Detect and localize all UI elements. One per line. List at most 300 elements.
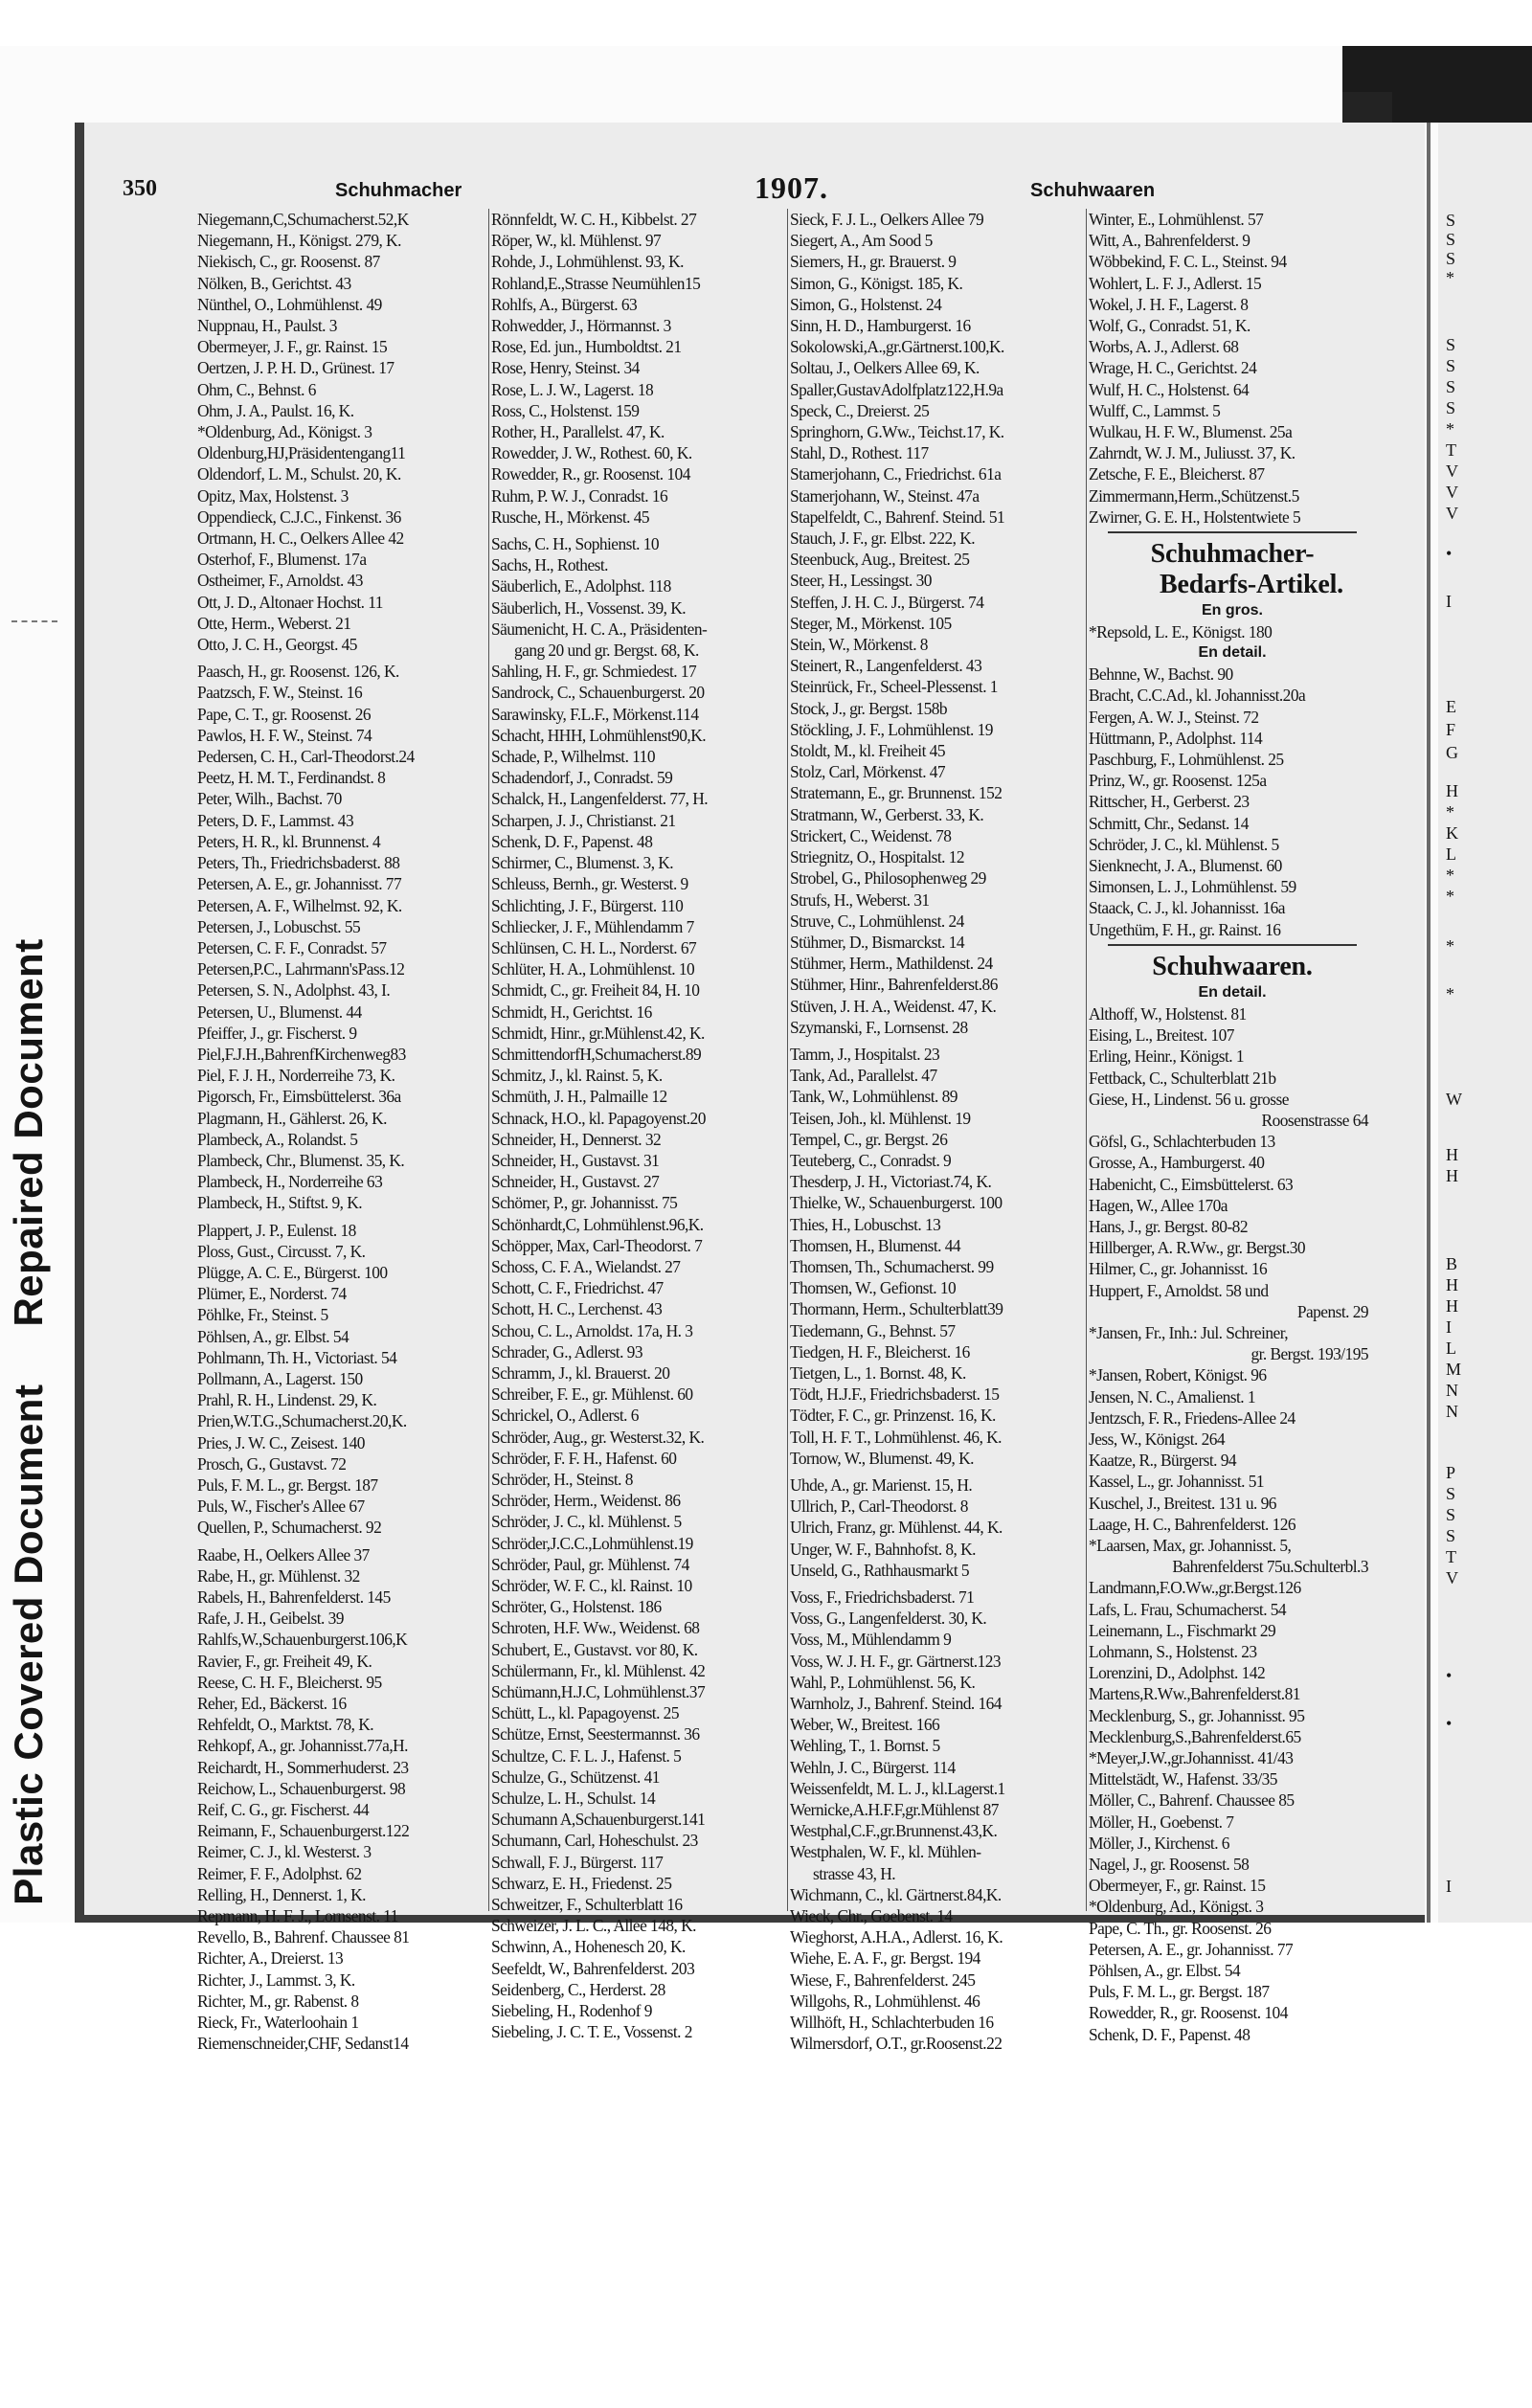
directory-entry: Petersen, A. E., gr. Johannisst. 77 [197, 874, 402, 894]
directory-entry: Richter, J., Lammst. 3, K. [197, 1969, 355, 1990]
directory-entry: Stüven, J. H. A., Weidenst. 47, K. [790, 996, 997, 1016]
directory-entry: Schultze, C. F. L. J., Hafenst. 5 [491, 1745, 682, 1766]
directory-entry: Winter, E., Lohmühlenst. 57 [1089, 210, 1264, 229]
directory-entry: Tiedemann, G., Behnst. 57 [790, 1320, 956, 1340]
column-2 [491, 209, 784, 2042]
directory-entry: Unseld, G., Rathhausmarkt 5 [790, 1560, 970, 1580]
column-rule [1086, 209, 1087, 1911]
directory-entry: Zimmermann,Herm.,Schützenst.5 [1089, 485, 1299, 506]
directory-entry: Plambeck, Chr., Blumenst. 35, K. [197, 1150, 405, 1170]
facing-page-letter: L [1446, 844, 1456, 864]
directory-entry: Rohwedder, J., Hörmannst. 3 [491, 316, 671, 336]
directory-entry: Ungethüm, F. H., gr. Rainst. 16 [1089, 919, 1281, 939]
directory-entry: Unger, W. F., Bahnhofst. 8, K. [790, 1539, 976, 1559]
directory-entry: Oppendieck, C.J.C., Finkenst. 36 [197, 506, 401, 527]
facing-page-letter: W [1446, 1090, 1462, 1109]
directory-entry: Lorenzini, D., Adolphst. 142 [1089, 1663, 1266, 1683]
directory-entry: Sieck, F. J. L., Oelkers Allee 79 [790, 210, 984, 229]
directory-entry: *Meyer,J.W.,gr.Johannisst. 41/43 [1089, 1748, 1294, 1767]
directory-entry: Laage, H. C., Bahrenfelderst. 126 [1089, 1514, 1296, 1534]
directory-entry: Thomsen, W., Gefionst. 10 [790, 1278, 957, 1298]
facing-page-letter: S [1446, 1526, 1456, 1545]
directory-entry: Strickert, C., Weidenst. 78 [790, 825, 952, 845]
directory-entry: Kuschel, J., Breitest. 131 u. 96 [1089, 1493, 1276, 1513]
directory-entry: Schoss, C. F. A., Wielandst. 27 [491, 1256, 681, 1276]
directory-entry: *Laarsen, Max, gr. Johannisst. 5, [1089, 1535, 1292, 1555]
directory-entry: Schweitzer, F., Schulterblatt 16 [491, 1895, 683, 1915]
facing-page-letter: N [1446, 1402, 1458, 1421]
directory-entry: Wiese, F., Bahrenfelderst. 245 [790, 1969, 976, 1990]
directory-entry: *Oldenburg, Ad., Königst. 3 [197, 422, 372, 442]
directory-entry: Stauch, J. F., gr. Elbst. 222, K. [790, 529, 976, 549]
schuhwaaren-entries [1089, 1003, 1376, 2045]
directory-entry: Prien,W.T.G.,Schumacherst.20,K. [197, 1411, 407, 1431]
directory-entry: Plügge, A. C. E., Bürgerst. 100 [197, 1262, 388, 1282]
directory-entry: Peter, Wilh., Bachst. 70 [197, 789, 342, 809]
directory-entry: Wehln, J. C., Bürgerst. 114 [790, 1757, 956, 1777]
directory-entry: Thesderp, J. H., Victoriast.74, K. [790, 1172, 992, 1192]
directory-entry: Huppert, F., Arnoldst. 58 und [1089, 1280, 1269, 1300]
directory-entry: Westphalen, W. F., kl. Mühlen- [790, 1842, 981, 1862]
directory-entry: Göfsl, G., Schlachterbuden 13 [1089, 1132, 1275, 1152]
directory-entry: Riemenschneider,CHF, Sedanst14 [197, 2034, 409, 2054]
directory-entry: Siebeling, H., Rodenhof 9 [491, 2001, 652, 2021]
directory-entry: Schmitt, Chr., Sedanst. 14 [1089, 813, 1249, 833]
facing-page-letter: S [1446, 211, 1456, 230]
directory-entry: Schütt, L., kl. Papagoyenst. 25 [491, 1703, 679, 1723]
directory-entry: Ruhm, P. W. J., Conradst. 16 [491, 485, 668, 506]
directory-entry: Schmidt, C., gr. Freiheit 84, H. 10 [491, 980, 700, 1001]
directory-entry: Wulf, H. C., Holstenst. 64 [1089, 379, 1250, 399]
directory-entry: Stratmann, W., Gerberst. 33, K. [790, 804, 984, 824]
directory-entry: Petersen, A. E., gr. Johannisst. 77 [1089, 1939, 1294, 1959]
directory-entry: Reimann, F., Schauenburgerst.122 [197, 1821, 410, 1841]
directory-entry: Steenbuck, Aug., Breitest. 25 [790, 550, 970, 570]
directory-entry: Rafe, J. H., Geibelst. 39 [197, 1609, 344, 1629]
directory-entry: Thomsen, Th., Schumacherst. 99 [790, 1256, 994, 1276]
directory-entry: Prinz, W., gr. Roosenst. 125a [1089, 771, 1267, 791]
directory-entry: Rowedder, J. W., Rothest. 60, K. [491, 443, 692, 463]
directory-entry: Struve, C., Lohmühlenst. 24 [790, 911, 964, 931]
directory-entry: Ulrich, Franz, gr. Mühlenst. 44, K. [790, 1518, 1003, 1538]
facing-page-letter: * [1446, 866, 1454, 885]
facing-page-letter: V [1446, 483, 1458, 502]
directory-entry: *Oldenburg, Ad., Königst. 3 [1089, 1897, 1264, 1917]
directory-entry: Schmidt, H., Gerichtst. 16 [491, 1001, 652, 1022]
directory-entry: Oldenburg,HJ,Präsidentengang11 [197, 443, 406, 463]
directory-entry: Niegemann, H., Königst. 279, K. [197, 231, 401, 251]
directory-entry: Reimer, F. F., Adolphst. 62 [197, 1863, 362, 1883]
directory-entry: Schnack, H.O., kl. Papagoyenst.20 [491, 1108, 706, 1128]
directory-entry: Schwarz, E. H., Friedenst. 25 [491, 1873, 672, 1893]
directory-entry: Wichmann, C., kl. Gärtnerst.84,K. [790, 1884, 1002, 1904]
directory-entry: Habenicht, C., Eimsbüttelerst. 63 [1089, 1174, 1294, 1194]
directory-entry: Piel,F.J.H.,BahrenfKirchenweg83 [197, 1044, 406, 1064]
directory-entry: Warnholz, J., Bahrenf. Steind. 164 [790, 1694, 1002, 1714]
directory-entry: Otte, Herm., Weberst. 21 [197, 613, 351, 633]
directory-entry: Stühmer, D., Bismarckst. 14 [790, 932, 965, 952]
facing-page-letter: I [1446, 1317, 1452, 1337]
section-title-schuhwaaren: Schuhwaaren. [1152, 951, 1313, 981]
section-title-bedarf-1: Schuhmacher- [1150, 539, 1315, 570]
directory-entry: Eising, L., Breitest. 107 [1089, 1025, 1234, 1046]
directory-entry: Pöhlsen, A., gr. Elbst. 54 [1089, 1961, 1241, 1981]
directory-entry: Plappert, J. P., Eulenst. 18 [197, 1220, 356, 1240]
directory-entry: Reese, C. H. F., Bleicherst. 95 [197, 1672, 382, 1692]
directory-entry: Schenk, D. F., Papenst. 48 [1089, 2024, 1250, 2044]
directory-entry: Ravier, F., gr. Freiheit 49, K. [197, 1651, 372, 1671]
directory-entry: Reichow, L., Schauenburgerst. 98 [197, 1778, 406, 1798]
directory-entry: Paatzsch, F. W., Steinst. 16 [197, 683, 363, 703]
section-rule [1108, 944, 1357, 946]
directory-entry: Martens,R.Ww.,Bahrenfelderst.81 [1089, 1684, 1300, 1704]
directory-entry: Stolz, Carl, Mörkenst. 47 [790, 762, 946, 782]
directory-entry: Prosch, G., Gustavst. 72 [197, 1453, 347, 1474]
directory-entry: Schacht, HHH, Lohmühlenst90,K. [491, 725, 707, 745]
directory-entry: Schröder,J.C.C.,Lohmühlenst.19 [491, 1533, 693, 1553]
subheading-schuhwaaren-detail: En detail. [1198, 983, 1267, 1001]
directory-entry: Szymanski, F., Lornsenst. 28 [790, 1017, 968, 1037]
directory-entry: Thormann, Herm., Schulterblatt39 [790, 1299, 1003, 1319]
directory-entry: Seidenberg, C., Herderst. 28 [491, 1979, 665, 1999]
directory-entry: Uhde, A., gr. Marienst. 15, H. [790, 1474, 973, 1495]
column-4 [1089, 209, 1376, 2044]
directory-entry: Plambeck, H., Stiftst. 9, K. [197, 1193, 363, 1213]
directory-entry: Siebeling, J. C. T. E., Vossenst. 2 [491, 2022, 692, 2042]
directory-entry: Schubert, E., Gustavst. vor 80, K. [491, 1639, 698, 1659]
directory-entry: Stapelfeldt, C., Bahrenf. Steind. 51 [790, 506, 1005, 527]
directory-entry: Richter, M., gr. Rabenst. 8 [197, 1991, 359, 2011]
directory-entry: Peetz, H. M. T., Ferdinandst. 8 [197, 768, 386, 788]
directory-entry: Stamerjohann, W., Steinst. 47a [790, 485, 980, 506]
directory-entry: Schümann,H.J.C, Lohmühlenst.37 [491, 1682, 706, 1702]
directory-entry: Plambeck, H., Norderreihe 63 [197, 1172, 383, 1192]
directory-entry: Schönhardt,C, Lohmühlenst.96,K. [491, 1214, 704, 1234]
directory-entry: Schmitz, J., kl. Rainst. 5, K. [491, 1066, 663, 1086]
directory-entry: Sokolowski,A.,gr.Gärtnerst.100,K. [790, 337, 1004, 357]
directory-entry: Obermeyer, F., gr. Rainst. 15 [1089, 1876, 1266, 1896]
directory-entry: Schadendorf, J., Conradst. 59 [491, 768, 673, 788]
column-4-entries [1089, 209, 1376, 528]
directory-entry: Niegemann,C,Schumacherst.52,K [197, 210, 409, 229]
directory-entry: Willhöft, H., Schlachterbuden 16 [790, 2013, 994, 2033]
directory-entry: Wulff, C., Lammst. 5 [1089, 400, 1221, 420]
directory-entry: Säuberlich, H., Vossenst. 39, K. [491, 597, 687, 618]
directory-entry: Tödter, F. C., gr. Prinzenst. 16, K. [790, 1406, 996, 1426]
directory-entry: Rother, H., Parallelst. 47, K. [491, 422, 665, 442]
directory-entry: Rieck, Fr., Waterloohain 1 [197, 2013, 359, 2033]
directory-entry: Schrader, G., Adlerst. 93 [491, 1341, 642, 1362]
directory-entry: Rohde, J., Lohmühlenst. 93, K. [491, 252, 684, 272]
directory-entry: Schliecker, J. F., Mühlendamm 7 [491, 916, 694, 936]
subheading-en-gros: En gros. [1201, 602, 1263, 619]
facing-page-letter: S [1446, 377, 1456, 396]
directory-entry: Stratemann, E., gr. Brunnenst. 152 [790, 783, 1003, 803]
directory-entry: Hilmer, C., gr. Johannisst. 16 [1089, 1259, 1268, 1279]
directory-entry: Soltau, J., Oelkers Allee 69, K. [790, 358, 980, 378]
directory-entry: Voss, W. J. H. F., gr. Gärtnerst.123 [790, 1651, 1002, 1671]
directory-entry: Piel, F. J. H., Norderreihe 73, K. [197, 1066, 395, 1086]
facing-page-letter: H [1446, 1166, 1458, 1185]
directory-entry: Schmidt, Hinr., gr.Mühlenst.42, K. [491, 1023, 705, 1043]
directory-entry: Sachs, H., Rothest. [491, 555, 608, 575]
facing-page-letter: G [1446, 743, 1458, 762]
facing-page-letter: H [1446, 1296, 1458, 1316]
column-3 [790, 209, 1083, 2054]
side-label-repaired: Repaired Document [6, 938, 51, 1327]
directory-entry: Pöhlke, Fr., Steinst. 5 [197, 1305, 328, 1325]
directory-entry: Pape, C. T., gr. Roosenst. 26 [197, 704, 371, 724]
directory-entry: Stühmer, Herm., Mathildenst. 24 [790, 954, 993, 974]
directory-entry: Schreiber, F. E., gr. Mühlenst. 60 [491, 1384, 693, 1405]
directory-entry: Rönnfeldt, W. C. H., Kibbelst. 27 [491, 210, 697, 229]
directory-entry: Thielke, W., Schauenburgerst. 100 [790, 1193, 1003, 1213]
directory-entry: Schröder, F. F. H., Hafenst. 60 [491, 1448, 677, 1468]
directory-entry: Möller, H., Goebenst. 7 [1089, 1812, 1234, 1832]
directory-entry: Ross, C., Holstenst. 159 [491, 400, 640, 420]
facing-page-letter: * [1446, 802, 1454, 821]
directory-entry: Pries, J. W. C., Zeisest. 140 [197, 1432, 365, 1452]
directory-entry: Sachs, C. H., Sophienst. 10 [491, 534, 660, 554]
directory-entry: Schmüth, J. H., Palmaille 12 [491, 1087, 667, 1107]
page-number: 350 [123, 176, 157, 201]
directory-entry: Wohlert, L. F. J., Adlerst. 15 [1089, 273, 1262, 293]
directory-entry: Niekisch, C., gr. Roosenst. 87 [197, 252, 380, 272]
directory-entry: Hüttmann, P., Adolphst. 114 [1089, 728, 1263, 748]
directory-entry: Rose, Ed. jun., Humboldtst. 21 [491, 337, 682, 357]
directory-entry: Scharpen, J. J., Christianst. 21 [491, 810, 676, 830]
directory-entry: Bracht, C.C.Ad., kl. Johannisst.20a [1089, 686, 1306, 706]
directory-entry: Revello, B., Bahrenf. Chaussee 81 [197, 1927, 410, 1947]
directory-entry: Raabe, H., Oelkers Allee 37 [197, 1544, 370, 1564]
directory-entry: Schenk, D. F., Papenst. 48 [491, 831, 653, 851]
directory-entry: Peters, Th., Friedrichsbaderst. 88 [197, 853, 400, 873]
running-head-left: Schuhmacher [335, 180, 462, 201]
directory-entry: Schröder, H., Steinst. 8 [491, 1469, 633, 1489]
directory-entry: Rehkopf, A., gr. Johannisst.77a,H. [197, 1736, 408, 1756]
directory-entry: Peters, H. R., kl. Brunnenst. 4 [197, 831, 381, 851]
directory-entry: Ortmann, H. C., Oelkers Allee 42 [197, 529, 404, 549]
directory-entry: Rusche, H., Mörkenst. 45 [491, 506, 650, 527]
directory-entry: Steinert, R., Langenfelderst. 43 [790, 656, 982, 676]
directory-entry: Wahl, P., Lohmühlenst. 56, K. [790, 1672, 976, 1692]
directory-entry: Rowedder, R., gr. Roosenst. 104 [1089, 2003, 1288, 2023]
directory-entry: Schülermann, Fr., kl. Mühlenst. 42 [491, 1660, 706, 1680]
directory-entry: Spaller,GustavAdolfplatz122,H.9a [790, 379, 1003, 399]
directory-entry: Ohm, C., Behnst. 6 [197, 379, 316, 399]
directory-entry: Plagmann, H., Gählerst. 26, K. [197, 1108, 387, 1128]
facing-page-letter: E [1446, 697, 1456, 716]
page-header [123, 170, 1386, 209]
directory-entry: Rose, L. J. W., Lagerst. 18 [491, 379, 654, 399]
directory-entry: Schalck, H., Langenfelderst. 77, H. [491, 789, 709, 809]
facing-page-letter: S [1446, 1505, 1456, 1524]
directory-entry: Willgohs, R., Lohmühlenst. 46 [790, 1991, 980, 2011]
facing-page-letter: • [1446, 1714, 1453, 1733]
directory-entry: Wulkau, H. F. W., Blumenst. 25a [1089, 422, 1293, 442]
facing-page-letter: V [1446, 504, 1458, 523]
directory-entry: Prahl, R. H., Lindenst. 29, K. [197, 1390, 377, 1410]
directory-entry: Rehfeldt, O., Marktst. 78, K. [197, 1715, 374, 1735]
facing-page-letter: T [1446, 1547, 1456, 1566]
directory-entry: Opitz, Max, Holstenst. 3 [197, 485, 349, 506]
directory-entry: Witt, A., Bahrenfelderst. 9 [1089, 231, 1250, 251]
directory-entry: Schneider, H., Dennerst. 32 [491, 1129, 662, 1149]
directory-entry: Rohland,E.,Strasse Neumühlen15 [491, 273, 701, 293]
directory-entry: Simon, G., Königst. 185, K. [790, 273, 963, 293]
directory-entry: Pohlmann, Th. H., Victoriast. 54 [197, 1347, 397, 1367]
directory-entry: Schöpper, Max, Carl-Theodorst. 7 [491, 1235, 703, 1255]
directory-entry: Säumenicht, H. C. A., Präsidenten- [491, 619, 708, 639]
directory-entry: Wernicke,A.H.F.F,gr.Mühlenst 87 [790, 1800, 999, 1820]
facing-page-letter: S [1446, 249, 1456, 268]
directory-entry: Tiedgen, H. F., Bleicherst. 16 [790, 1341, 970, 1362]
facing-page-letter: * [1446, 936, 1454, 956]
directory-entry: Tank, W., Lohmühlenst. 89 [790, 1087, 958, 1107]
directory-entry: Röper, W., kl. Mühlenst. 97 [491, 231, 662, 251]
directory-entry: Stock, J., gr. Bergst. 158b [790, 698, 948, 718]
year-heading: 1907. [755, 170, 828, 205]
directory-entry: Sandrock, C., Schauenburgerst. 20 [491, 683, 705, 703]
directory-entry: Steinrück, Fr., Scheel-Plessenst. 1 [790, 677, 998, 697]
directory-entry: Reif, C. G., gr. Fischerst. 44 [197, 1800, 370, 1820]
directory-entry: Schröder, J. C., kl. Mühlenst. 5 [1089, 834, 1279, 854]
column-1 [197, 209, 486, 2054]
directory-entry: *Jansen, Robert, Königst. 96 [1089, 1365, 1267, 1385]
directory-entry: Steffen, J. H. C. J., Bürgerst. 74 [790, 592, 984, 612]
directory-entry: Siemers, H., gr. Brauerst. 9 [790, 252, 957, 272]
directory-entry: Teuteberg, C., Conradst. 9 [790, 1150, 952, 1170]
directory-entry: Althoff, W., Holstenst. 81 [1089, 1003, 1247, 1024]
directory-entry: Pollmann, A., Lagerst. 150 [197, 1368, 363, 1388]
facing-page-letter: L [1446, 1339, 1456, 1358]
directory-entry: Rittscher, H., Gerberst. 23 [1089, 792, 1250, 812]
directory-entry: Petersen, U., Blumenst. 44 [197, 1001, 362, 1022]
directory-entry: Pigorsch, Fr., Eimsbüttelerst. 36a [197, 1087, 401, 1107]
facing-page-letter: V [1446, 461, 1458, 481]
directory-entry: Wilmersdorf, O.T., gr.Roosenst.22 [790, 2034, 1003, 2054]
directory-entry: Schröter, G., Holstenst. 186 [491, 1597, 662, 1617]
directory-entry: *Jansen, Fr., Inh.: Jul. Schreiner, [1089, 1322, 1289, 1342]
directory-entry: Ostheimer, F., Arnoldst. 43 [197, 571, 363, 591]
directory-entry: Schwall, F. J., Bürgerst. 117 [491, 1852, 664, 1872]
directory-entry: Rabe, H., gr. Mühlenst. 32 [197, 1565, 360, 1586]
directory-entry: Schweizer, J. L. C., Allee 148, K. [491, 1916, 696, 1936]
directory-entry: Plümer, E., Norderst. 74 [197, 1284, 347, 1304]
directory-entry: Pedersen, C. H., Carl-Theodorst.24 [197, 747, 415, 767]
directory-entry: Wieck, Chr., Goebenst. 14 [790, 1906, 953, 1926]
directory-entry: Petersen,P.C., Lahrmann'sPass.12 [197, 959, 405, 979]
directory-entry: Wöbbekind, F. C. L., Steinst. 94 [1089, 252, 1287, 272]
running-head-right: Schuhwaaren [1030, 180, 1156, 201]
directory-entry: Schlüter, H. A., Lohmühlenst. 10 [491, 959, 695, 979]
directory-entry: Petersen, S. N., Adolphst. 43, I. [197, 980, 391, 1001]
directory-entry: Siegert, A., Am Sood 5 [790, 231, 933, 251]
directory-entry: Staack, C. J., kl. Johannisst. 16a [1089, 898, 1285, 918]
directory-entry: Simonsen, L. J., Lohmühlenst. 59 [1089, 877, 1296, 897]
facing-page-letter: F [1446, 720, 1456, 739]
directory-entry: Stahl, D., Rothest. 117 [790, 443, 929, 463]
directory-entry: Weissenfeldt, M. L. J., kl.Lagerst.1 [790, 1778, 1005, 1798]
directory-entry: Voss, G., Langenfelderst. 30, K. [790, 1609, 987, 1629]
side-label-plastic: Plastic Covered Document [6, 1384, 51, 1905]
directory-entry: Fergen, A. W. J., Steinst. 72 [1089, 707, 1259, 727]
directory-entry: Springhorn, G.Ww., Teichst.17, K. [790, 422, 1004, 442]
facing-page-letter: H [1446, 1145, 1458, 1164]
directory-entry: Oldendorf, L. M., Schulst. 20, K. [197, 464, 401, 484]
directory-entry: Thomsen, H., Blumenst. 44 [790, 1235, 961, 1255]
directory-entry: Stein, W., Mörkenst. 8 [790, 635, 928, 655]
directory-entry: Nünthel, O., Lohmühlenst. 49 [197, 294, 382, 314]
directory-entry: Paasch, H., gr. Roosenst. 126, K. [197, 662, 399, 682]
directory-entry: Mecklenburg,S.,Bahrenfelderst.65 [1089, 1726, 1301, 1746]
directory-entry: Schütze, Ernst, Seestermannst. 36 [491, 1724, 700, 1744]
directory-entry: Landmann,F.O.Ww.,gr.Bergst.126 [1089, 1578, 1301, 1598]
directory-entry: Schleuss, Bernh., gr. Westerst. 9 [491, 874, 688, 894]
directory-entry: Schott, H. C., Lerchenst. 43 [491, 1299, 663, 1319]
directory-entry: Jess, W., Königst. 264 [1089, 1429, 1226, 1449]
facing-page-letter: S [1446, 230, 1456, 249]
directory-entry: Puls, F. M. L., gr. Bergst. 187 [197, 1474, 378, 1495]
facing-page-letter: P [1446, 1463, 1456, 1482]
directory-entry: Sarawinsky, F.L.F., Mörkenst.114 [491, 704, 699, 724]
directory-entry: Wolf, G., Conradst. 51, K. [1089, 316, 1250, 336]
directory-entry: Roosenstrasse 64 [1261, 1110, 1368, 1130]
directory-entry: Schrickel, O., Adlerst. 6 [491, 1406, 639, 1426]
directory-entry: Petersen, J., Lobuschst. 55 [197, 916, 361, 936]
directory-entry: Jensen, N. C., Amalienst. 1 [1089, 1386, 1256, 1407]
directory-entry: Voss, M., Mühlendamm 9 [790, 1630, 952, 1650]
directory-entry: Stöckling, J. F., Lohmühlenst. 19 [790, 719, 993, 739]
directory-entry: Oertzen, J. P. H. D., Grünest. 17 [197, 358, 394, 378]
directory-entry: Reimer, C. J., kl. Westerst. 3 [197, 1842, 372, 1862]
directory-entry: Sinn, H. D., Hamburgerst. 16 [790, 316, 971, 336]
directory-entry: Ullrich, P., Carl-Theodorst. 8 [790, 1497, 968, 1517]
directory-entry: Petersen, A. F., Wilhelmst. 92, K. [197, 895, 402, 915]
directory-entry: Rowedder, R., gr. Roosenst. 104 [491, 464, 690, 484]
directory-entry: Schröder, Paul, gr. Mühlenst. 74 [491, 1554, 689, 1574]
directory-entry: Schramm, J., kl. Brauerst. 20 [491, 1362, 670, 1383]
directory-entry: Rahlfs,W.,Schauenburgerst.106,K [197, 1630, 408, 1650]
directory-entry: Schumann A,Schauenburgerst.141 [491, 1810, 706, 1830]
directory-entry: Schneider, H., Gustavst. 27 [491, 1172, 660, 1192]
directory-entry: SchmittendorfH,Schumacherst.89 [491, 1044, 702, 1064]
directory-entry: Sienknecht, J. A., Blumenst. 60 [1089, 856, 1282, 876]
directory-entry: Schade, P., Wilhelmst. 110 [491, 747, 655, 767]
directory-entry: Wehling, T., 1. Bornst. 5 [790, 1736, 940, 1756]
directory-entry: Zahrndt, W. J. M., Juliusst. 37, K. [1089, 443, 1295, 463]
directory-entry: Seefeldt, W., Bahrenfelderst. 203 [491, 1958, 695, 1978]
facing-page-letter: * [1446, 984, 1454, 1003]
directory-entry: Hillberger, A. R.Ww., gr. Bergst.30 [1089, 1238, 1306, 1258]
directory-entry: gr. Bergst. 193/195 [1250, 1344, 1368, 1364]
directory-entry: Leinemann, L., Fischmarkt 29 [1089, 1620, 1276, 1640]
directory-entry: Schirmer, C., Blumenst. 3, K. [491, 853, 674, 873]
en-gros-entries [1089, 621, 1376, 642]
directory-entry: Plambeck, A., Rolandst. 5 [197, 1129, 358, 1149]
directory-entry: Möller, J., Kirchenst. 6 [1089, 1833, 1229, 1853]
directory-entry: Ploss, Gust., Circusst. 7, K. [197, 1241, 366, 1261]
directory-entry: Nagel, J., gr. Roosenst. 58 [1089, 1855, 1250, 1875]
directory-entry: Tödt, H.J.F., Friedrichsbaderst. 15 [790, 1384, 1000, 1405]
directory-entry: Schröder, W. F. C., kl. Rainst. 10 [491, 1576, 692, 1595]
directory-entry: Teisen, Joh., kl. Mühlenst. 19 [790, 1108, 971, 1128]
directory-entry: Schröder, Herm., Weidenst. 86 [491, 1491, 681, 1511]
directory-entry: Stühmer, Hinr., Bahrenfelderst.86 [790, 975, 998, 995]
directory-entry: Schott, C. F., Friedrichst. 47 [491, 1278, 664, 1298]
directory-entry: Schulze, G., Schützenst. 41 [491, 1767, 660, 1787]
directory-entry: Schneider, H., Gustavst. 31 [491, 1150, 660, 1170]
